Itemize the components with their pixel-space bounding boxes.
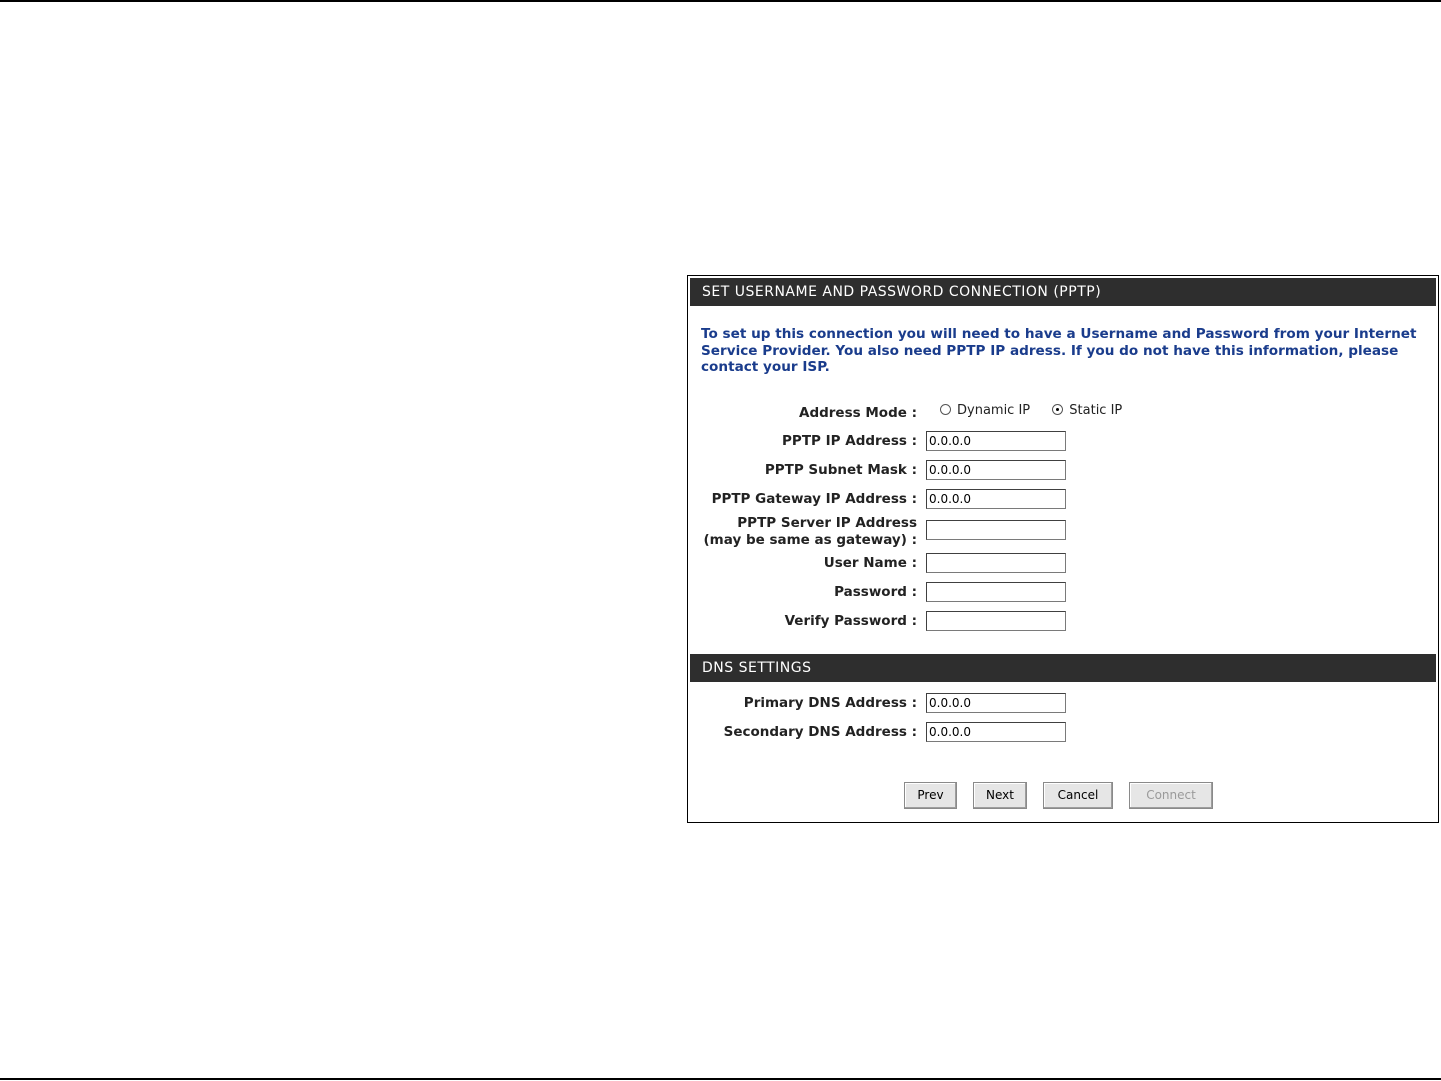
pptp-section-header: SET USERNAME AND PASSWORD CONNECTION (PPTP) [690,278,1436,306]
pptp-subnet-mask-label: PPTP Subnet Mask : [764,462,917,478]
verify-password-input[interactable] [926,611,1066,631]
dns-section-header: DNS SETTINGS [690,654,1436,682]
address-mode-label: Address Mode : [799,405,917,421]
secondary-dns-label: Secondary DNS Address : [723,724,917,740]
radio-static-ip[interactable] [1052,403,1122,418]
pptp-server-ip-label-line2: (may be same as gateway) : [703,532,917,548]
secondary-dns-input[interactable]: 0.0.0.0 [926,722,1066,742]
pptp-server-ip-input[interactable] [926,520,1066,540]
address-mode-radio-group [940,403,1122,418]
pptp-ip-address-input[interactable]: 0.0.0.0 [926,431,1066,451]
primary-dns-input[interactable]: 0.0.0.0 [926,693,1066,713]
user-name-input[interactable] [926,553,1066,573]
primary-dns-label: Primary DNS Address : [743,695,917,711]
prev-button[interactable]: Prev [904,782,957,809]
connect-button[interactable]: Connect [1129,782,1213,809]
cancel-button[interactable]: Cancel [1043,782,1113,809]
pptp-subnet-mask-input[interactable]: 0.0.0.0 [926,460,1066,480]
password-label: Password : [834,584,917,600]
pptp-setup-panel [687,275,1439,823]
bottom-rule [0,1078,1441,1080]
intro-text: To set up this connection you will need to have a Username and Password from your Internet Service Provider. You also need PPTP IP adress. If you do not have this information, please contact your ISP. [701,326,1417,375]
top-rule [0,0,1441,2]
radio-dynamic-ip-circle[interactable] [940,404,951,415]
user-name-label: User Name : [823,555,917,571]
radio-dynamic-ip[interactable] [940,403,1030,418]
pptp-server-ip-label-line1: PPTP Server IP Address [737,515,917,531]
password-input[interactable] [926,582,1066,602]
radio-static-ip-circle[interactable] [1052,404,1063,415]
pptp-ip-address-label: PPTP IP Address : [782,433,917,449]
verify-password-label: Verify Password : [784,613,917,629]
pptp-gateway-ip-label: PPTP Gateway IP Address : [711,491,917,507]
radio-static-ip-label: Static IP [1069,403,1123,418]
radio-dynamic-ip-label: Dynamic IP [957,403,1031,418]
next-button[interactable]: Next [973,782,1027,809]
pptp-gateway-ip-input[interactable]: 0.0.0.0 [926,489,1066,509]
